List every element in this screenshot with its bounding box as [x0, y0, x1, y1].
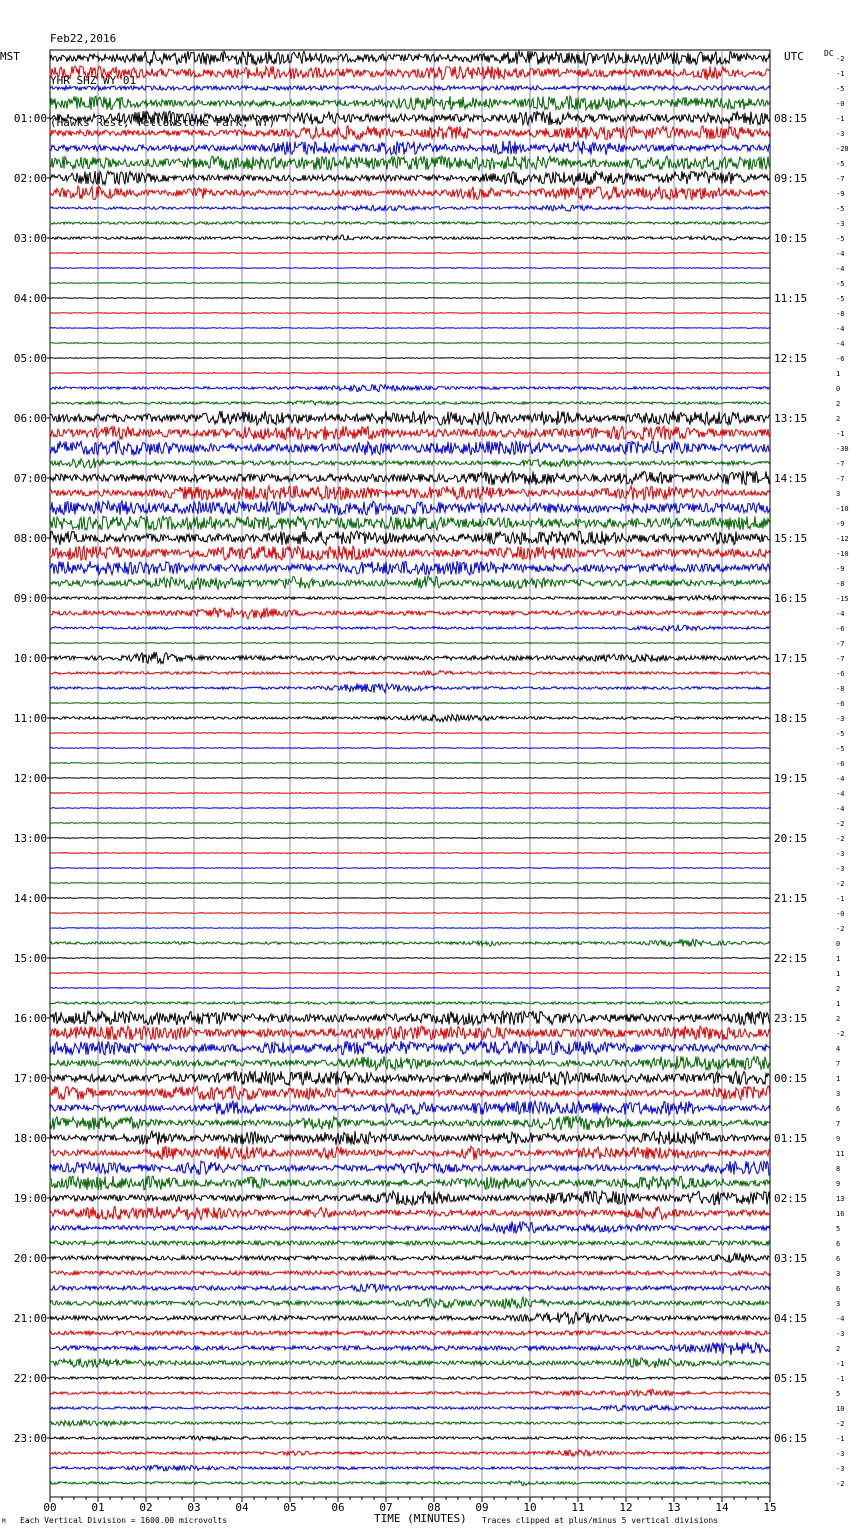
right-hour-label: 09:15 [774, 172, 808, 185]
right-hour-label: 13:15 [774, 412, 808, 425]
seismic-trace [50, 988, 770, 989]
dc-offset-label: -3 [836, 1330, 845, 1338]
seismic-trace [50, 1101, 770, 1115]
dc-offset-label: -4 [836, 790, 845, 798]
dc-offset-label: 10 [836, 1405, 845, 1413]
dc-offset-label: 5 [836, 1390, 841, 1398]
left-hour-label: 19:00 [13, 1192, 47, 1205]
station-code: YHR SHZ WY 01 [50, 74, 137, 87]
dc-offset-label: 2 [836, 400, 841, 408]
dc-offset-label: 3 [836, 490, 841, 498]
left-hour-label: 22:00 [13, 1372, 47, 1385]
left-hour-label: 07:00 [13, 472, 47, 485]
dc-offset-label: -1 [836, 1375, 845, 1383]
seismic-trace [50, 883, 770, 884]
dc-offset-label: 1 [836, 955, 841, 963]
seismic-trace [50, 1146, 770, 1160]
seismic-trace [50, 501, 770, 515]
dc-offset-label: -1 [836, 895, 845, 903]
seismic-trace [50, 1481, 770, 1486]
left-hour-label: 13:00 [13, 832, 47, 845]
dc-offset-label: -2 [836, 55, 845, 63]
dc-offset-label: 1 [836, 970, 841, 978]
dc-offset-label: -15 [836, 595, 849, 603]
dc-offset-label: -2 [836, 1480, 845, 1488]
x-tick-label: 03 [187, 1501, 201, 1514]
seismic-trace [50, 1436, 770, 1440]
seismic-trace [50, 1465, 770, 1471]
right-hour-label: 21:15 [774, 892, 808, 905]
dc-offset-label: 6 [836, 1105, 841, 1113]
seismic-trace [50, 1271, 770, 1275]
seismic-trace [50, 683, 770, 692]
seismic-trace [50, 561, 770, 575]
dc-label: DC [824, 49, 834, 58]
left-hour-label: 10:00 [13, 652, 47, 665]
x-axis-title: TIME (MINUTES) [374, 1512, 467, 1525]
x-tick-label: 10 [523, 1501, 537, 1514]
seismic-trace [50, 171, 770, 185]
dc-offset-label: -7 [836, 655, 845, 663]
clip-note: Traces clipped at plus/minus 5 vertical divisions [482, 1516, 719, 1525]
right-hour-label: 04:15 [774, 1312, 808, 1325]
dc-offset-label: 6 [836, 1285, 841, 1293]
left-timezone-label: MST [0, 50, 20, 63]
seismic-trace [50, 748, 770, 749]
dc-offset-label: -7 [836, 460, 845, 468]
seismic-trace [50, 1116, 770, 1130]
left-hour-label: 11:00 [13, 712, 47, 725]
seismic-trace [50, 1420, 770, 1426]
seismic-trace [50, 1241, 770, 1245]
dc-offset-label: -4 [836, 775, 845, 783]
dc-offset-label: -12 [836, 535, 849, 543]
seismic-trace [50, 763, 770, 764]
seismic-trace [50, 283, 770, 284]
left-hour-label: 09:00 [13, 592, 47, 605]
seismic-trace [50, 652, 770, 664]
right-hour-label: 20:15 [774, 832, 808, 845]
x-tick-label: 06 [331, 1501, 345, 1514]
plot-frame [50, 50, 770, 1497]
seismic-trace [50, 373, 770, 374]
dc-offset-label: -6 [836, 760, 845, 768]
x-tick-label: 15 [763, 1501, 777, 1514]
dc-offset-label: -3 [836, 850, 845, 858]
dc-offset-label: -7 [836, 475, 845, 483]
dc-offset-label: -5 [836, 730, 845, 738]
axis-labels [14, 55, 849, 1514]
dc-offset-label: -3 [836, 715, 845, 723]
dc-offset-label: -4 [836, 340, 845, 348]
left-hour-label: 14:00 [13, 892, 47, 905]
dc-offset-label: 9 [836, 1135, 841, 1143]
seismic-trace [50, 1206, 770, 1220]
seismic-trace [50, 1131, 770, 1145]
dc-offset-label: -2 [836, 925, 845, 933]
seismic-trace [50, 958, 770, 959]
dc-offset-label: 6 [836, 1255, 841, 1263]
left-hour-label: 05:00 [13, 352, 47, 365]
seismic-trace [50, 838, 770, 839]
seismic-trace [50, 1358, 770, 1368]
seismic-trace [50, 1071, 770, 1085]
seismic-trace [50, 595, 770, 600]
dc-offset-label: -2 [836, 880, 845, 888]
seismic-trace [50, 51, 770, 65]
seismic-trace [50, 1026, 770, 1040]
seismic-trace [50, 1176, 770, 1190]
seismic-trace [50, 156, 770, 170]
right-hour-label: 06:15 [774, 1432, 808, 1445]
seismic-trace [50, 853, 770, 854]
seismic-trace [50, 778, 770, 779]
seismic-trace [50, 546, 770, 560]
seismic-trace [50, 913, 770, 914]
left-hour-label: 16:00 [13, 1012, 47, 1025]
record-date: Feb22,2016 [50, 32, 117, 45]
seismic-trace [50, 268, 770, 269]
seismic-trace [50, 235, 770, 240]
dc-offset-label: -8 [836, 310, 845, 318]
dc-offset-label: -2 [836, 820, 845, 828]
dc-offset-label: -10 [836, 505, 849, 513]
left-hour-label: 06:00 [13, 412, 47, 425]
right-hour-label: 03:15 [774, 1252, 808, 1265]
dc-offset-label: 11 [836, 1150, 845, 1158]
x-tick-label: 05 [283, 1501, 297, 1514]
dc-offset-label: -5 [836, 295, 845, 303]
corner-mark: M [2, 1518, 6, 1525]
right-hour-label: 12:15 [774, 352, 808, 365]
dc-offset-label: -28 [836, 145, 849, 153]
dc-offset-label: -3 [836, 865, 845, 873]
left-hour-label: 02:00 [13, 172, 47, 185]
seismic-trace [50, 939, 770, 946]
dc-offset-label: -3 [836, 1465, 845, 1473]
dc-offset-label: 1 [836, 1000, 841, 1008]
dc-offset-label: -6 [836, 625, 845, 633]
dc-offset-label: 6 [836, 1240, 841, 1248]
dc-offset-label: -9 [836, 520, 845, 528]
dc-offset-label: -9 [836, 190, 845, 198]
seismic-trace [50, 531, 770, 545]
seismic-trace [50, 298, 770, 299]
dc-offset-label: 0 [836, 940, 841, 948]
dc-offset-label: -7 [836, 640, 845, 648]
right-hour-label: 17:15 [774, 652, 808, 665]
seismic-trace [50, 441, 770, 455]
dc-offset-label: -30 [836, 445, 849, 453]
dc-offset-label: 5 [836, 1225, 841, 1233]
seismic-trace [50, 928, 770, 929]
left-hour-label: 12:00 [13, 772, 47, 785]
seismic-trace [50, 126, 770, 140]
seismic-trace [50, 328, 770, 329]
dc-offset-label: 3 [836, 1270, 841, 1278]
seismic-trace [50, 458, 770, 468]
station-location: (Hawks Rest, Yellowstone Park, WY) [50, 116, 276, 129]
right-hour-label: 10:15 [774, 232, 808, 245]
seismic-trace [50, 471, 770, 485]
dc-offset-label: -2 [836, 835, 845, 843]
seismic-trace [50, 186, 770, 200]
dc-offset-label: 13 [836, 1195, 845, 1203]
seismic-trace [50, 733, 770, 734]
left-hour-label: 18:00 [13, 1132, 47, 1145]
seismic-trace [50, 1086, 770, 1100]
dc-offset-label: 1 [836, 370, 841, 378]
seismic-trace [50, 86, 770, 90]
left-hour-label: 21:00 [13, 1312, 47, 1325]
left-hour-label: 03:00 [13, 232, 47, 245]
dc-offset-label: -1 [836, 70, 845, 78]
dc-offset-label: 7 [836, 1120, 841, 1128]
right-hour-label: 00:15 [774, 1072, 808, 1085]
left-hour-label: 23:00 [13, 1432, 47, 1445]
seismic-trace [50, 1002, 770, 1005]
dc-offset-label: 3 [836, 1300, 841, 1308]
dc-offset-label: -6 [836, 355, 845, 363]
seismic-trace [50, 1450, 770, 1456]
seismic-trace [50, 1191, 770, 1205]
dc-offset-label: -8 [836, 580, 845, 588]
x-tick-label: 14 [715, 1501, 729, 1514]
x-tick-label: 04 [235, 1501, 249, 1514]
seismic-trace [50, 1331, 770, 1335]
right-hour-label: 16:15 [774, 592, 808, 605]
dc-offset-label: -8 [836, 685, 845, 693]
seismic-trace [50, 1056, 770, 1070]
seismic-trace [50, 222, 770, 225]
dc-offset-label: 4 [836, 1045, 841, 1053]
dc-offset-label: 2 [836, 1015, 841, 1023]
seismic-trace [50, 426, 770, 440]
seismic-trace [50, 486, 770, 500]
dc-offset-label: -0 [836, 910, 845, 918]
dc-offset-label: -3 [836, 130, 845, 138]
dc-offset-label: -5 [836, 745, 845, 753]
seismic-trace [50, 343, 770, 344]
dc-offset-label: -6 [836, 670, 845, 678]
seismic-trace [50, 808, 770, 809]
seismic-trace [50, 1389, 770, 1396]
dc-offset-label: -10 [836, 550, 849, 558]
seismic-trace [50, 411, 770, 425]
seismic-trace [50, 385, 770, 392]
right-hour-label: 22:15 [774, 952, 808, 965]
left-hour-label: 01:00 [13, 112, 47, 125]
dc-offset-label: -4 [836, 250, 845, 258]
dc-offset-label: -9 [836, 565, 845, 573]
dc-offset-label: -0 [836, 100, 845, 108]
seismic-trace [50, 1405, 770, 1411]
scale-note: Each Vertical Division = 1600.00 microvolts [20, 1516, 228, 1525]
right-hour-label: 02:15 [774, 1192, 808, 1205]
seismic-trace [50, 1253, 770, 1262]
seismic-trace [50, 703, 770, 704]
seismic-trace [50, 1297, 770, 1308]
seismic-trace [50, 96, 770, 110]
dc-offset-label: -5 [836, 160, 845, 168]
dc-offset-label: -4 [836, 265, 845, 273]
seismic-trace [50, 401, 770, 406]
x-tick-label: 09 [475, 1501, 489, 1514]
dc-offset-label: -2 [836, 1030, 845, 1038]
dc-offset-label: 0 [836, 385, 841, 393]
left-hour-label: 15:00 [13, 952, 47, 965]
seismic-trace [50, 141, 770, 155]
seismic-trace [50, 643, 770, 644]
seismic-trace [50, 868, 770, 869]
x-tick-label: 13 [667, 1501, 681, 1514]
dc-offset-label: -2 [836, 1420, 845, 1428]
dc-offset-label: 1 [836, 1075, 841, 1083]
dc-offset-label: -4 [836, 325, 845, 333]
seismic-trace [50, 1342, 770, 1355]
right-hour-label: 11:15 [774, 292, 808, 305]
dc-offset-label: -3 [836, 220, 845, 228]
right-hour-label: 23:15 [774, 1012, 808, 1025]
dc-offset-label: -5 [836, 235, 845, 243]
dc-offset-label: 2 [836, 415, 841, 423]
left-hour-label: 17:00 [13, 1072, 47, 1085]
seismic-trace [50, 671, 770, 676]
x-tick-label: 00 [43, 1501, 57, 1514]
dc-offset-label: -5 [836, 205, 845, 213]
seismic-trace [50, 1011, 770, 1025]
x-tick-label: 08 [427, 1501, 441, 1514]
dc-offset-label: 2 [836, 985, 841, 993]
right-hour-label: 01:15 [774, 1132, 808, 1145]
dc-offset-label: -4 [836, 805, 845, 813]
seismic-trace [50, 205, 770, 211]
seismic-trace [50, 823, 770, 824]
seismic-trace [50, 111, 770, 125]
right-hour-label: 15:15 [774, 532, 808, 545]
dc-offset-label: -1 [836, 115, 845, 123]
dc-offset-label: -5 [836, 280, 845, 288]
dc-offset-label: -1 [836, 430, 845, 438]
right-hour-label: 05:15 [774, 1372, 808, 1385]
seismic-trace [50, 608, 770, 619]
x-tick-label: 01 [91, 1501, 105, 1514]
dc-offset-label: -4 [836, 610, 845, 618]
seismic-trace [50, 1377, 770, 1380]
dc-offset-label: 7 [836, 1060, 841, 1068]
right-timezone-label: UTC [784, 50, 804, 63]
right-hour-label: 18:15 [774, 712, 808, 725]
dc-offset-label: -6 [836, 700, 845, 708]
x-tick-label: 07 [379, 1501, 393, 1514]
seismic-trace [50, 576, 770, 590]
seismic-trace [50, 715, 770, 722]
dc-offset-label: -4 [836, 1315, 845, 1323]
seismic-trace [50, 898, 770, 899]
dc-offset-label: -7 [836, 175, 845, 183]
x-tick-label: 02 [139, 1501, 153, 1514]
left-hour-label: 08:00 [13, 532, 47, 545]
dc-offset-label: 2 [836, 1345, 841, 1353]
right-hour-label: 14:15 [774, 472, 808, 485]
left-hour-label: 20:00 [13, 1252, 47, 1265]
seismic-trace [50, 313, 770, 314]
seismic-trace [50, 1041, 770, 1055]
seismic-trace [50, 1284, 770, 1292]
dc-offset-label: -1 [836, 1360, 845, 1368]
seismic-trace [50, 625, 770, 631]
dc-offset-label: 8 [836, 1165, 841, 1173]
left-hour-label: 04:00 [13, 292, 47, 305]
dc-offset-label: 9 [836, 1180, 841, 1188]
x-tick-label: 12 [619, 1501, 633, 1514]
x-tick-label: 11 [571, 1501, 585, 1514]
seismic-trace [50, 973, 770, 974]
right-hour-label: 19:15 [774, 772, 808, 785]
seismic-trace [50, 793, 770, 794]
seismic-trace [50, 516, 770, 530]
right-hour-label: 08:15 [774, 112, 808, 125]
dc-offset-label: -1 [836, 1435, 845, 1443]
dc-offset-label: 16 [836, 1210, 845, 1218]
seismic-trace [50, 1221, 770, 1234]
dc-offset-label: -3 [836, 1450, 845, 1458]
seismic-trace [50, 358, 770, 359]
dc-offset-label: -5 [836, 85, 845, 93]
seismic-trace [50, 66, 770, 80]
seismic-trace [50, 253, 770, 254]
seismic-trace [50, 1312, 770, 1324]
seismic-trace [50, 1161, 770, 1175]
dc-offset-label: 3 [836, 1090, 841, 1098]
trace-group [50, 51, 770, 1486]
